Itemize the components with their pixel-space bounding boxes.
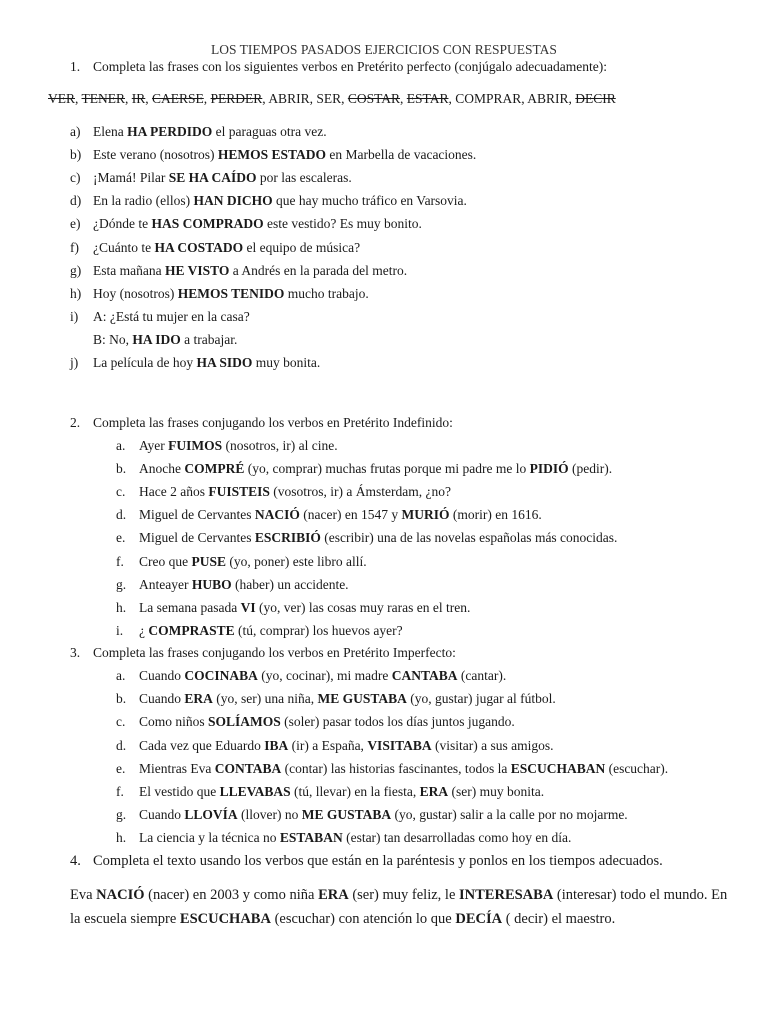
sentence-text: (vosotros, ir) a Ámsterdam, ¿no? [269, 484, 451, 500]
sentence-text: Miguel de Cervantes [139, 507, 255, 523]
sentence-text: Eva [70, 887, 97, 903]
item-label: j) [70, 355, 79, 370]
answer: FUISTEIS [208, 484, 270, 500]
answer: ERA [419, 784, 449, 799]
ex1-number: 1. [70, 59, 81, 74]
sentence-text: (cantar). [457, 668, 507, 683]
item-label: e. [116, 760, 126, 776]
item-label: d) [70, 193, 82, 209]
verb-option: IR [131, 91, 146, 106]
exercise-item [93, 286, 369, 302]
item-label: i) [70, 308, 79, 324]
answer: LLEVABAS [219, 784, 291, 799]
answer: ESCUCHABA [179, 911, 271, 927]
sentence-text: Mientras Eva [139, 760, 215, 776]
exercise-item [139, 668, 506, 684]
exercise-item [139, 691, 556, 707]
answer: LLOVÍA [184, 807, 238, 823]
sentence-text: ¿ [139, 622, 149, 638]
verb-option: ABRIR [268, 91, 310, 106]
sentence-text: (contar) las historias fascinantes, todos la [281, 760, 511, 776]
exercise-item [93, 309, 250, 325]
verb-option: DECIR [575, 91, 616, 106]
ex3-number: 3. [70, 645, 81, 660]
sentence-text: (morir) en 1616. [449, 507, 542, 523]
sentence-text: (ir) a España, [288, 737, 368, 753]
sentence-text: La semana pasada [139, 599, 241, 615]
verb-separator: , [203, 91, 211, 106]
exercise-item [139, 554, 367, 570]
answer: CONTABA [214, 760, 282, 776]
exercise-item [139, 530, 617, 546]
item-label: d. [116, 507, 127, 523]
item-label: a. [116, 438, 126, 453]
answer: HE VISTO [164, 262, 230, 278]
answer: VISITABA [367, 737, 432, 753]
item-label: d. [116, 737, 127, 753]
sentence-text: ( decir) el maestro. [502, 911, 616, 927]
answer: COMPRÉ [184, 461, 245, 477]
item-label: e) [70, 216, 81, 232]
sentence-text: Miguel de Cervantes [139, 530, 255, 546]
item-label: g. [116, 576, 127, 592]
sentence-text: ¿Cuánto te [93, 239, 155, 255]
answer: HA COSTADO [154, 239, 244, 255]
exercise-item [93, 193, 467, 209]
item-label: i. [116, 622, 124, 638]
document-title: LOS TIEMPOS PASADOS EJERCICIOS CON RESPUESTAS [211, 42, 557, 57]
sentence-text: Este verano (nosotros) [93, 147, 218, 163]
answer: ERA [318, 887, 349, 903]
answer: HA PERDIDO [127, 124, 213, 139]
exercise-item [93, 332, 237, 348]
answer: SE HA CAÍDO [168, 170, 257, 186]
sentence-text: (haber) un accidente. [231, 576, 349, 592]
sentence-text: (visitar) a sus amigos. [431, 737, 554, 753]
sentence-text: Esta mañana [93, 262, 165, 278]
answer: INTERESABA [459, 887, 554, 903]
ex2-number: 2. [70, 415, 81, 430]
sentence-text: (nacer) en 1547 y [299, 507, 402, 523]
item-label: b. [116, 461, 127, 477]
sentence-text: B: No, [93, 331, 133, 347]
ex1-instruction: Completa las frases con los siguientes verbos en Pretérito perfecto (conjúgalo adecuadamente): [93, 59, 607, 74]
sentence-text: el paraguas otra vez. [212, 124, 327, 139]
exercise-item [139, 600, 470, 616]
exercise-item [93, 147, 476, 163]
sentence-text: Como niños [139, 714, 209, 730]
sentence-text: Cuando [139, 691, 185, 707]
sentence-text: (escribir) una de las novelas españolas más conocidas. [320, 530, 618, 546]
sentence-text: Hoy (nosotros) [93, 285, 178, 301]
exercise-item [139, 507, 542, 523]
exercise-item [139, 784, 544, 800]
item-label: g) [70, 262, 82, 278]
paragraph-line [70, 887, 727, 903]
sentence-text: (interesar) todo el mundo. En [553, 887, 728, 903]
exercise-item [93, 216, 422, 232]
answer: HAS COMPRADO [151, 216, 264, 232]
answer: HEMOS TENIDO [177, 285, 285, 301]
verb-option: PERDER [210, 91, 263, 106]
item-label: f. [116, 553, 124, 569]
sentence-text: (yo, ser) una niña, [212, 691, 318, 707]
sentence-text: (ser) muy bonita. [448, 784, 545, 799]
sentence-text: Ayer [139, 438, 169, 453]
answer: CANTABA [391, 668, 458, 683]
sentence-text: La película de hoy [93, 355, 197, 370]
sentence-text: (pedir). [568, 461, 613, 477]
answer: MURIÓ [401, 507, 450, 523]
exercise-item [93, 170, 352, 186]
exercise-item [139, 484, 451, 500]
sentence-text: (yo, gustar) salir a la calle por no mojarme. [391, 807, 628, 823]
verb-option: TENER [81, 91, 126, 106]
item-label: g. [116, 807, 127, 823]
exercise-item [139, 807, 628, 823]
sentence-text: Anteayer [139, 576, 192, 592]
sentence-text: a Andrés en la parada del metro. [229, 262, 408, 278]
sentence-text: Cuando [139, 668, 185, 683]
sentence-text: a trabajar. [180, 331, 238, 347]
item-label: f) [70, 239, 79, 255]
verb-separator: , [145, 91, 153, 106]
sentence-text: (yo, comprar) muchas frutas porque mi padre me lo [244, 461, 530, 477]
sentence-text: (ser) muy feliz, le [348, 887, 460, 903]
sentence-text: (nosotros, ir) al cine. [222, 438, 338, 453]
sentence-text: (yo, cocinar), mi madre [257, 668, 392, 683]
exercise-item [139, 714, 515, 730]
ex4-number: 4. [70, 853, 81, 869]
verb-option: ESTAR [406, 91, 449, 106]
item-label: e. [116, 530, 126, 546]
exercise-item [93, 240, 360, 256]
verb-option: SER [316, 91, 342, 106]
answer: NACIÓ [254, 507, 300, 523]
answer: HAN DICHO [193, 193, 273, 209]
verb-separator: , [568, 91, 576, 106]
sentence-text: muy bonita. [252, 355, 321, 370]
answer: SOLÍAMOS [208, 714, 281, 730]
answer: VI [240, 599, 256, 615]
sentence-text: este vestido? Es muy bonito. [263, 216, 422, 232]
sentence-text: Hace 2 años [139, 484, 209, 500]
ex4-instruction: Completa el texto usando los verbos que están en la paréntesis y ponlos en los tiempos adecuados. [93, 853, 663, 869]
item-label: h. [116, 830, 127, 846]
exercise-item [139, 761, 668, 777]
sentence-text: (llover) no [237, 807, 302, 823]
sentence-text: ¿Dónde te [93, 216, 152, 232]
ex2-instruction: Completa las frases conjugando los verbos en Pretérito Indefinido: [93, 415, 453, 430]
sentence-text: por las escaleras. [256, 170, 352, 186]
answer: DECÍA [455, 911, 503, 927]
answer: ESTABAN [279, 830, 343, 846]
sentence-text: La ciencia y la técnica no [139, 830, 280, 846]
sentence-text: (tú, llevar) en la fiesta, [290, 784, 420, 799]
answer: ERA [184, 691, 213, 707]
answer: HA IDO [132, 331, 181, 347]
verb-option: COMPRAR [455, 91, 522, 106]
item-label: h. [116, 599, 127, 615]
answer: ME GUSTABA [301, 807, 392, 823]
verb-option: CAERSE [152, 91, 204, 106]
answer: ESCUCHABAN [510, 760, 606, 776]
exercise-item [139, 738, 553, 754]
sentence-text: (estar) tan desarrolladas como hoy en día. [342, 830, 572, 846]
item-label: b. [116, 691, 127, 707]
sentence-text: que hay mucho tráfico en Varsovia. [272, 193, 467, 209]
verb-separator: , [75, 91, 82, 106]
verb-separator: , [400, 91, 407, 106]
verb-separator: , [521, 91, 528, 106]
paragraph-line [70, 911, 615, 927]
verb-option: VER [48, 91, 75, 106]
answer: HEMOS ESTADO [217, 147, 326, 163]
sentence-text: Cada vez que Eduardo [139, 737, 265, 753]
verb-separator: , [125, 91, 132, 106]
sentence-text: Anoche [139, 461, 185, 477]
exercise-item [139, 830, 571, 846]
ex3-instruction: Completa las frases conjugando los verbos en Pretérito Imperfecto: [93, 645, 456, 660]
sentence-text: El vestido que [139, 784, 220, 799]
answer: HUBO [191, 576, 232, 592]
verb-separator: , [262, 91, 269, 106]
answer: ESCRIBIÓ [254, 530, 321, 546]
item-label: a. [116, 668, 126, 683]
answer: NACIÓ [96, 887, 145, 903]
exercise-item [93, 124, 327, 140]
exercise-item [139, 438, 338, 454]
sentence-text: (yo, ver) las cosas muy raras en el tren. [255, 599, 471, 615]
answer: FUIMOS [168, 438, 223, 453]
exercise-item [93, 355, 320, 371]
sentence-text: (escuchar). [605, 760, 669, 776]
verb-separator: , [309, 91, 317, 106]
sentence-text: en Marbella de vacaciones. [326, 147, 477, 163]
item-label: h) [70, 285, 82, 301]
sentence-text: la escuela siempre [70, 911, 180, 927]
exercise-item [139, 461, 612, 477]
verb-option: ABRIR [527, 91, 569, 106]
sentence-text: Creo que [139, 553, 192, 569]
sentence-text: (escuchar) con atención lo que [270, 911, 456, 927]
item-label: c. [116, 714, 126, 730]
answer: PIDIÓ [529, 461, 569, 477]
item-label: b) [70, 147, 82, 163]
sentence-text: (tú, comprar) los huevos ayer? [234, 622, 403, 638]
sentence-text: (soler) pasar todos los días juntos jugando. [280, 714, 515, 730]
sentence-text: Elena [93, 124, 128, 139]
verb-option: COSTAR [347, 91, 401, 106]
answer: COCINABA [184, 668, 258, 683]
answer: PUSE [191, 553, 226, 569]
sentence-text: A: ¿Está tu mujer en la casa? [93, 308, 250, 324]
sentence-text: (yo, gustar) jugar al fútbol. [406, 691, 556, 707]
sentence-text: Cuando [139, 807, 185, 823]
sentence-text: mucho trabajo. [284, 285, 369, 301]
item-label: c. [116, 484, 126, 500]
sentence-text: En la radio (ellos) [93, 193, 194, 209]
sentence-text: ¡Mamá! Pilar [93, 170, 169, 186]
sentence-text: (yo, poner) este libro allí. [226, 553, 367, 569]
answer: HA SIDO [196, 355, 253, 370]
exercise-item [93, 263, 407, 279]
answer: IBA [264, 737, 289, 753]
item-label: f. [116, 784, 124, 799]
answer: ME GUSTABA [317, 691, 407, 707]
verb-separator: , [448, 91, 456, 106]
item-label: a) [70, 124, 81, 139]
sentence-text: el equipo de música? [243, 239, 361, 255]
ex1-verb-list [48, 91, 616, 107]
exercise-item [139, 577, 349, 593]
item-label: c) [70, 170, 81, 186]
verb-separator: , [341, 91, 348, 106]
answer: COMPRASTE [148, 622, 235, 638]
exercise-item [139, 623, 403, 639]
sentence-text: (nacer) en 2003 y como niña [144, 887, 319, 903]
